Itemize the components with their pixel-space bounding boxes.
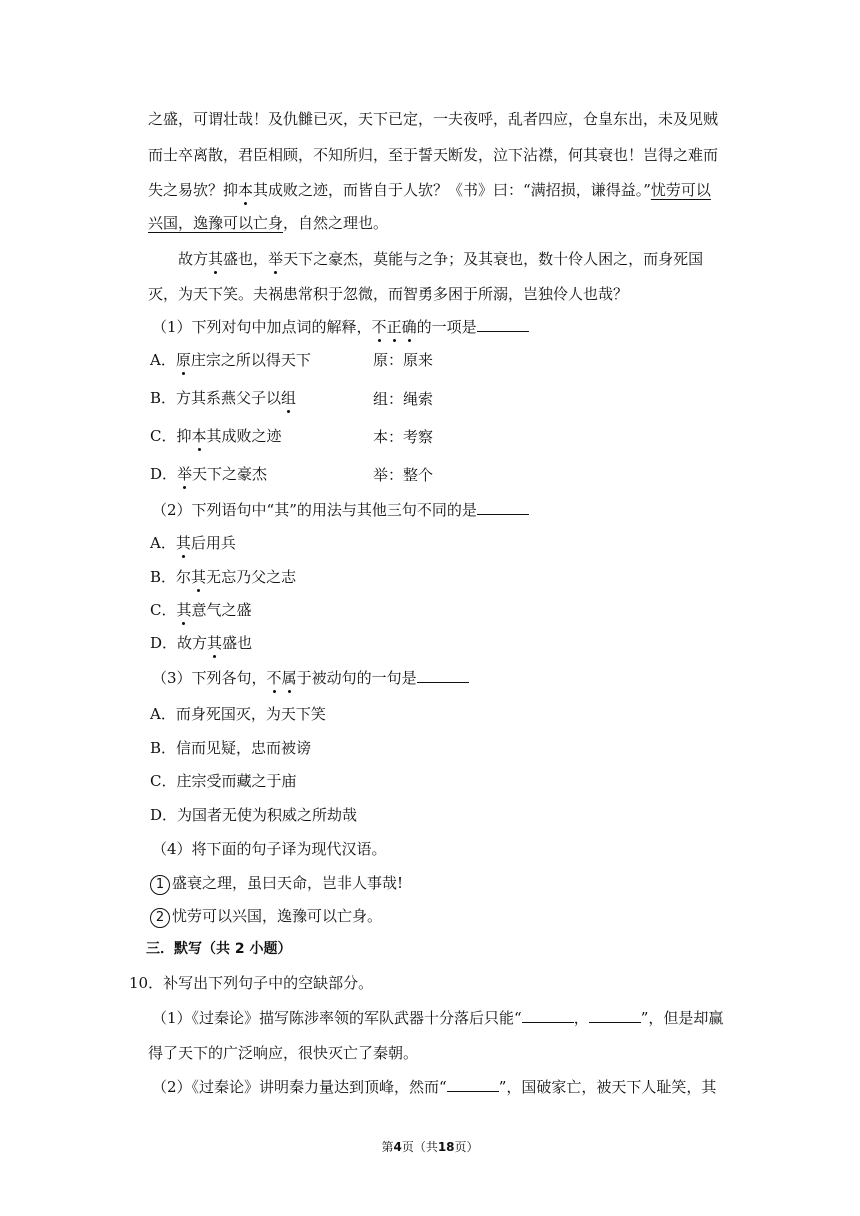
q4-item-1: 1 盛衰之理，虽曰天命，岂非人事哉!	[150, 872, 403, 895]
dotted-char: 其	[175, 534, 191, 552]
dotted-char: 其	[207, 634, 223, 652]
q4-item-2: 2 忧劳可以兴国，逸豫可以亡身。	[150, 905, 382, 928]
section-heading: 三．默写（共 2 小题）	[146, 941, 292, 957]
q3-option-c: C．庄宗受而藏之于庙	[150, 772, 297, 790]
dotted-char: 不	[371, 318, 387, 336]
q3-option-a: A．而身死国灭，为天下笑	[150, 705, 326, 723]
q2-option-b: B．尔其无忘乃父之志	[150, 568, 297, 586]
dotted-char: 本	[191, 427, 207, 445]
q1-option-b: B．方其系燕父子以组	[150, 389, 297, 407]
q1-option-d: D．举天下之豪杰	[150, 465, 268, 483]
q1-option-c-meaning: 本：考察	[373, 428, 434, 446]
dotted-char: 不	[266, 669, 282, 687]
dotted-char: 属	[281, 669, 297, 687]
answer-blank	[477, 500, 529, 515]
answer-blank	[522, 1008, 574, 1023]
underlined-text: 兴国，逸豫可以亡身	[148, 214, 284, 232]
answer-blank	[417, 668, 469, 683]
question-4-stem: （4）将下面的句子译为现代汉语。	[152, 840, 387, 858]
underlined-text: 忧劳可以	[650, 181, 711, 199]
q10-sub-1-line-1: （1）《过秦论》描写陈涉率领的军队武器十分落后只能“ ， ”，但是却赢	[152, 1009, 724, 1027]
q2-option-c: C．其意气之盛	[150, 601, 252, 619]
q3-option-b: B．信而见疑，忠而被谤	[150, 739, 312, 757]
q10-sub-1-line-2: 得了天下的广泛响应，很快灭亡了秦朝。	[148, 1044, 419, 1062]
dotted-char: 其	[208, 250, 224, 268]
q3-option-d: D．为国者无使为积威之所劫哉	[150, 806, 358, 824]
q1-option-a: A．原庄宗之所以得天下	[150, 351, 311, 369]
q2-option-d: D．故方其盛也	[150, 634, 253, 652]
passage-p2-line-2: 灭，为天下笑。夫祸患常积于忽微，而智勇多困于所溺，岂独伶人也哉？	[148, 285, 629, 303]
passage-line-2: 而士卒离散，君臣相顾，不知所归，至于誓天断发，泣下沾襟，何其衰也！岂得之难而	[148, 146, 719, 164]
passage-line-4: 兴国，逸豫可以亡身，自然之理也。	[148, 214, 389, 232]
q1-option-c: C．抑本其成败之迹	[150, 427, 282, 445]
passage-line-1: 之盛，可谓壮哉！及仇雠已灭，天下已定，一夫夜呼，乱者四应，仓皇东出，未及见贼	[148, 110, 719, 128]
answer-blank	[447, 1077, 499, 1092]
dotted-char: 其	[191, 568, 207, 586]
q2-option-a: A．其后用兵	[150, 534, 236, 552]
circled-number: 2	[150, 908, 170, 928]
dotted-char: 举	[268, 250, 284, 268]
dotted-char: 原	[175, 351, 191, 369]
q1-option-a-meaning: 原：原来	[373, 351, 434, 369]
page-footer: 第4页（共18页）	[381, 1140, 479, 1154]
dotted-char: 正	[386, 318, 402, 336]
q1-option-d-meaning: 举：整个	[373, 466, 434, 484]
question-10-stem: 10．补写出下列句子中的空缺部分。	[129, 974, 374, 992]
dotted-char: 其	[176, 601, 192, 619]
dotted-char: 确	[401, 318, 417, 336]
question-2-stem: （2）下列语句中“其”的用法与其他三句不同的是	[152, 499, 529, 521]
answer-blank	[589, 1008, 641, 1023]
circled-number: 1	[150, 875, 170, 895]
passage-p2-line-1: 故方其盛也，举天下之豪杰，莫能与之争；及其衰也，数十伶人困之，而身死国	[178, 250, 704, 268]
dotted-char: 举	[177, 465, 193, 483]
passage-line-3: 失之易欤？抑本其成败之迹，而皆自于人欤？《书》曰：“满招损，谦得益。”忧劳可以	[148, 181, 711, 199]
q10-sub-2: （2）《过秦论》讲明秦力量达到顶峰，然而“ ”，国破家亡，被天下人耻笑，其	[152, 1078, 717, 1096]
dotted-char: 本	[238, 181, 254, 199]
answer-blank	[477, 317, 529, 332]
dotted-char: 组	[281, 389, 297, 407]
question-3-stem: （3）下列各句，不属于被动句的一句是	[152, 667, 469, 689]
question-1-stem: （1）下列对句中加点词的解释，不正确的一项是	[152, 316, 529, 338]
q1-option-b-meaning: 组：绳索	[373, 390, 434, 408]
